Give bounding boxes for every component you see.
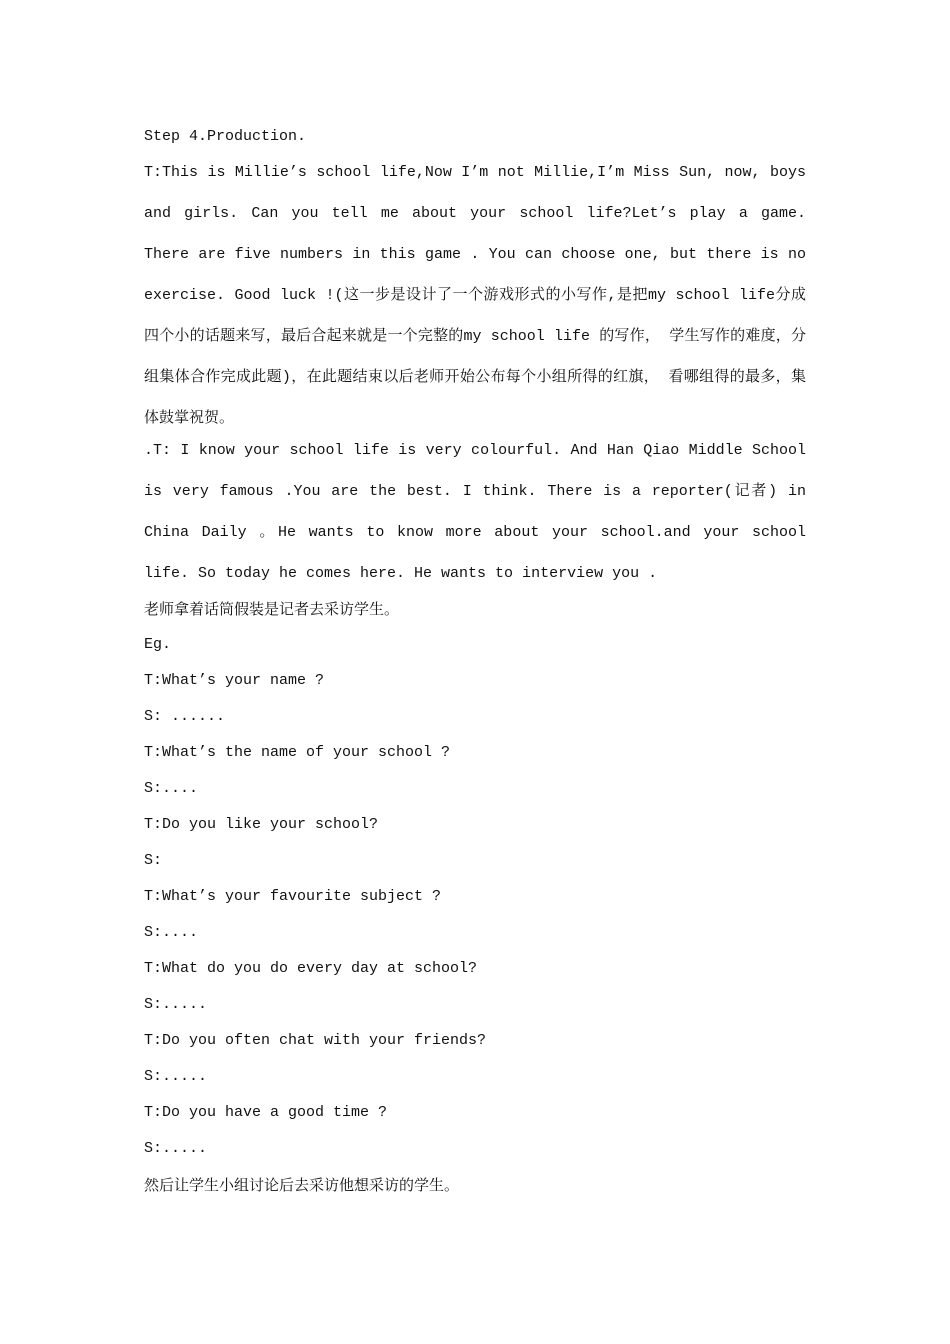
- step-heading: Step 4.Production.: [144, 128, 307, 145]
- game-paragraph: T:This is Millie’s school life,Now I’m not Millie,I’m Miss Sun, now, boys and girls. Can you tell me about your school life?Let’s play a game. There are five numbers in this game . You can choose one, but there is no exercise. Good luck !(这一步是设计了一个游戏形式的小写作,是把my school life分成四个小的话题来写，最后合起来就是一个完整的my school life 的写作， 学生写作的难度，分组集体合作完成此题)，在此题结束以后老师开始公布每个小组所得的红旗， 看哪组得的最多，集体鼓掌祝贺。: [144, 164, 806, 427]
- dialogue-line: S:: [144, 852, 163, 869]
- dialogue-line: T:Do you like your school?: [144, 816, 379, 833]
- document-page: [144, 126, 806, 1210]
- dialogue-line: S:....: [144, 780, 199, 797]
- dialogue-line: T:What do you do every day at school?: [144, 960, 478, 977]
- dialogue-line: T:Do you often chat with your friends?: [144, 1032, 487, 1049]
- dialogue-line: S:.....: [144, 1068, 208, 1085]
- reporter-paragraph: .T: I know your school life is very colourful. And Han Qiao Middle School is very famous .You are the best. I think. There is a reporter(记者) in China Daily 。He wants to know more about your school.and your school life. So today he comes here. He wants to interview you .: [144, 442, 806, 582]
- dialogue-line: T:Do you have a good time ?: [144, 1104, 388, 1121]
- instruction-line: 老师拿着话筒假装是记者去采访学生。: [144, 600, 400, 618]
- closing-line: 然后让学生小组讨论后去采访他想采访的学生。: [144, 1176, 460, 1194]
- example-label: Eg.: [144, 636, 172, 653]
- dialogue-line: S: ......: [144, 708, 226, 725]
- dialogue-line: S:.....: [144, 996, 208, 1013]
- dialogue-line: T:What’s your favourite subject ?: [144, 888, 442, 905]
- dialogue-line: S:....: [144, 924, 199, 941]
- dialogue-line: T:What’s the name of your school ?: [144, 744, 451, 761]
- dialogue-line: T:What’s your name ?: [144, 672, 325, 689]
- dialogue-line: S:.....: [144, 1140, 208, 1157]
